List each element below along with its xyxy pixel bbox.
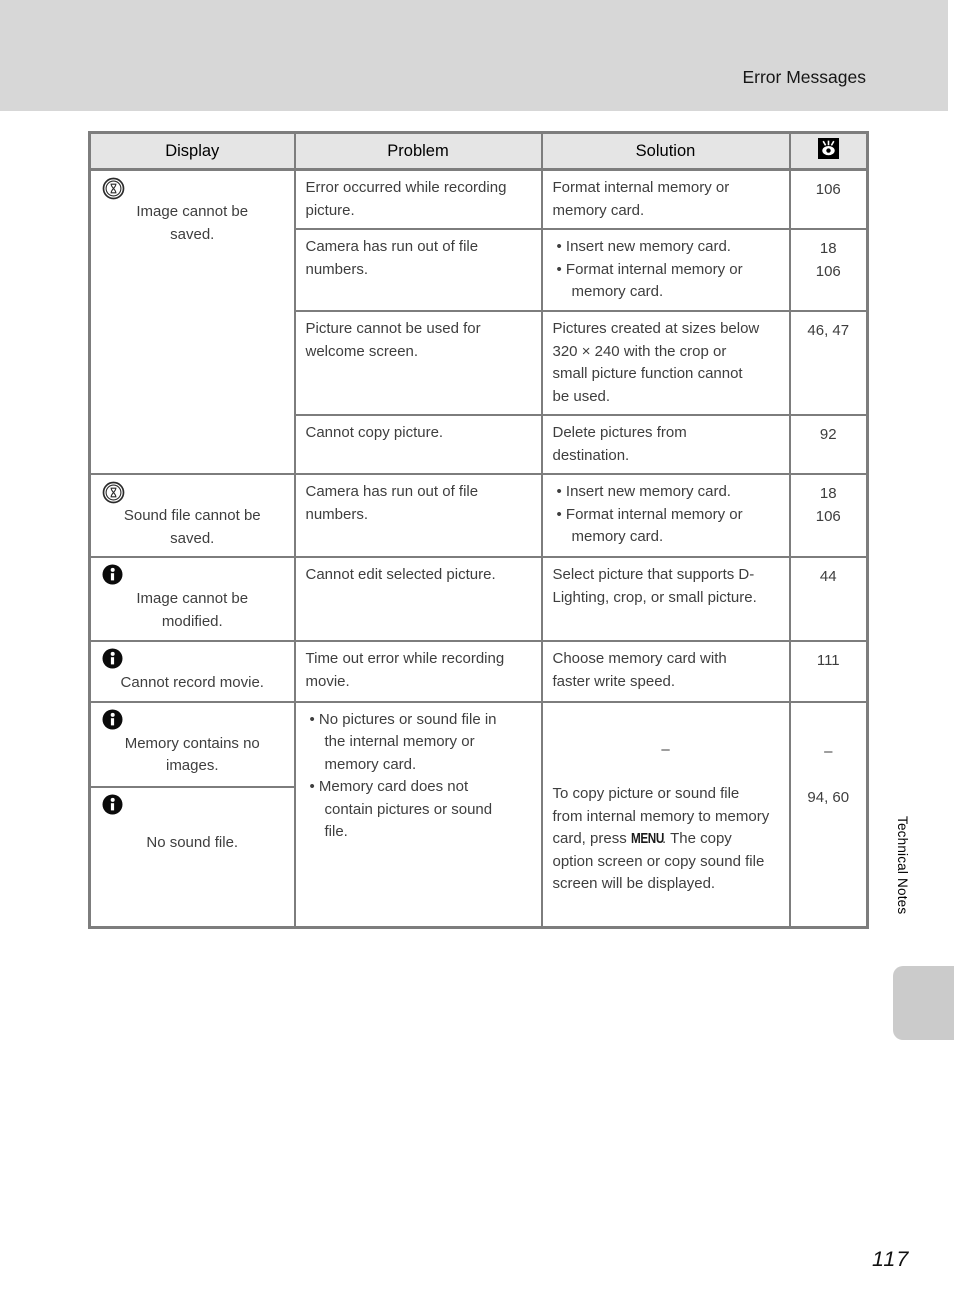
problem-cell: Error occurred while recording picture.: [295, 170, 542, 230]
info-icon: [102, 794, 123, 823]
problem-cell: Picture cannot be used for welcome screen.: [295, 311, 542, 415]
col-header-solution: Solution: [542, 133, 790, 170]
menu-button-label: MENU: [630, 830, 664, 847]
ref-cell: 18 106: [790, 474, 868, 557]
problem-cell: [295, 702, 542, 928]
display-cell: [90, 702, 295, 787]
section-tab: [893, 966, 954, 1040]
solution-cell: [542, 229, 790, 311]
col-header-problem: Problem: [295, 133, 542, 170]
header-band: [0, 0, 948, 111]
display-cell: [90, 641, 295, 702]
no-solution-dash: –: [661, 740, 670, 758]
info-icon: [102, 564, 123, 593]
info-icon: [102, 709, 123, 738]
page-number: 117: [872, 1247, 910, 1271]
ref-cell: 44: [790, 557, 868, 641]
wait-icon: [102, 481, 125, 512]
solution-bullet: • Format internal memory or memory card.: [557, 504, 779, 549]
col-header-reference: [790, 133, 868, 170]
info-icon: [102, 648, 123, 677]
solution-bullet: • Insert new memory card.: [557, 481, 779, 504]
error-messages-table: [88, 131, 869, 929]
solution-cell: [542, 702, 790, 928]
ref-cell: – 94, 60: [790, 702, 868, 928]
table-row: [90, 474, 868, 557]
ref-cell: 92: [790, 415, 868, 474]
problem-cell: Time out error while recording movie.: [295, 641, 542, 702]
wait-icon: [102, 177, 125, 208]
table-row: [90, 170, 868, 230]
display-cell: [90, 557, 295, 641]
table-row: [90, 557, 868, 641]
solution-cell: Format internal memory or memory card.: [542, 170, 790, 230]
display-message: Memory contains no images.: [124, 734, 260, 774]
problem-bullet: • No pictures or sound file in the internal memory or memory card.: [310, 709, 511, 777]
no-ref-dash: –: [824, 742, 833, 760]
table-row: [90, 702, 868, 787]
display-message: Image cannot be saved.: [136, 203, 249, 243]
problem-bullet: • Memory card does not contain pictures or sound file.: [310, 776, 511, 844]
page-reference-icon: [818, 138, 839, 164]
display-cell: [90, 170, 295, 475]
error-messages-table-container: [88, 131, 869, 929]
display-message: Image cannot be modified.: [136, 590, 249, 630]
problem-cell: Cannot edit selected picture.: [295, 557, 542, 641]
problem-cell: Camera has run out of file numbers.: [295, 474, 542, 557]
display-message: Cannot record movie.: [120, 674, 264, 691]
solution-cell: Delete pictures from destination.: [542, 415, 790, 474]
section-label-vertical: Technical Notes: [895, 816, 910, 915]
display-cell: [90, 787, 295, 928]
problem-cell: Cannot copy picture.: [295, 415, 542, 474]
solution-cell: Select picture that supports D-Lighting, crop, or small picture.: [542, 557, 790, 641]
solution-cell: Choose memory card with faster write speed.: [542, 641, 790, 702]
problem-cell: Camera has run out of file numbers.: [295, 229, 542, 311]
solution-paragraph: To copy picture or sound file from internal memory to memory card, press MENU. The copy option screen or copy sound file screen will be displayed.: [552, 785, 770, 892]
page-title: Error Messages: [742, 67, 866, 87]
solution-bullet: • Format internal memory or memory card.: [557, 259, 779, 304]
col-header-display: Display: [90, 133, 295, 170]
table-row: [90, 641, 868, 702]
ref-cell: 46, 47: [790, 311, 868, 415]
solution-cell: [542, 474, 790, 557]
display-message: Sound file cannot be saved.: [123, 507, 261, 547]
solution-bullet: • Insert new memory card.: [557, 236, 779, 259]
solution-cell: Pictures created at sizes below 320 × 240 with the crop or small picture function cannot be used.: [542, 311, 790, 415]
ref-cell: 106: [790, 170, 868, 230]
display-message: No sound file.: [146, 833, 239, 851]
ref-cell: 111: [790, 641, 868, 702]
table-header-row: [90, 133, 868, 170]
display-cell: [90, 474, 295, 557]
ref-cell: 18 106: [790, 229, 868, 311]
